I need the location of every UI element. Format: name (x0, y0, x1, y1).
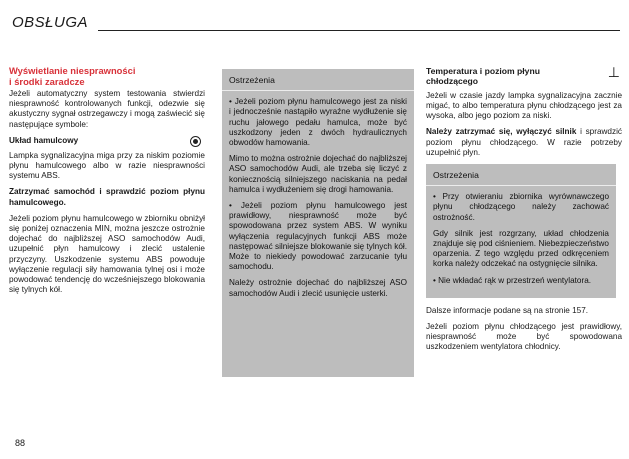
page-header (8, 8, 620, 38)
header-rule (98, 30, 620, 31)
section-title: OBSŁUGA (12, 14, 89, 31)
coolant-heading-line1: Temperatura i poziom płynu (426, 66, 540, 76)
brake-fluid-body: Jeżeli poziom płynu hamulcowego w zbiorniku obniżył się poniżej oznaczenia MIN, można jeszcze ostrożnie dojechać do najbliższej ASO samochodów Audi, uzupełnić płyn hamulcowy i zlecić ustalenie przyczyny. Uszkodzenie systemu ABS powoduje wyłączenie regulacji siły hamowania tylnej osi i może powodować tendencję do wcześniejszego blokowania się tylnych kół. (9, 213, 205, 295)
coolant-warning-p2: Gdy silnik jest rozgrzany, układ chłodzenia znajduje się pod ciśnieniem. Niebezpieczeństwo oparzenia. Z tego względu przed odkręceniem korka należy odczekać na ostygnięcie silnika. (433, 228, 609, 269)
malfunction-heading-line2: i środki zaradcze (9, 75, 85, 87)
warning-p4: Należy ostrożnie dojechać do najbliższej ASO samochodów Audi i zlecić usunięcie usterki. (229, 278, 407, 298)
right-column (426, 66, 622, 359)
malfunction-heading-line1: Wyświetlanie niesprawności (9, 65, 136, 76)
coolant-warnings-divider (426, 185, 616, 186)
stop-check-brake-fluid: Zatrzymać samochód i sprawdzić poziom płynu hamulcowego. (9, 187, 205, 207)
coolant-text-1: Jeżeli w czasie jazdy lampka sygnalizacyjna zacznie migać, to albo temperatura płynu chłodzącego jest za wysoka, albo jego poziom za niski. (426, 90, 622, 121)
brake-lamp-text: Lampka sygnalizacyjna miga przy za niskim poziomie płynu hamulcowego albo w razie niesprawności systemu ABS. (9, 150, 205, 181)
malfunction-heading (9, 66, 205, 87)
warnings-title: Ostrzeżenia (229, 75, 275, 85)
coolant-warnings-title: Ostrzeżenia (433, 170, 479, 181)
intro-text: Jeżeli automatyczny system testowania stwierdzi niesprawność kontrolowanych funkcji, odezwie się akustyczny sygnał ostrzegawczy i mogą zaświecić się następujące symbole: (9, 89, 205, 129)
brake-system-row (9, 136, 205, 147)
coolant-heading (426, 66, 540, 87)
coolant-stop-rest: i sprawdzić poziom płynu chłodzącego. W razie potrzeby uzupełnić płyn. (426, 127, 622, 157)
page-number: 88 (15, 438, 26, 448)
fan-fault-text: Jeżeli poziom płynu chłodzącego jest prawidłowy, niesprawność może być spowodowana uszkodzeniem wentylatora chłodnicy. (426, 322, 622, 352)
brake-warning-icon (190, 136, 201, 147)
coolant-stop-text (426, 127, 622, 158)
warning-p2: Mimo to można ostrożnie dojechać do najbliższej ASO samochodów Audi, ale trzeba się liczyć z koniecznością silniejszego naciskania na pedał hamulca i wydłużeniem się drogi hamowania. (229, 154, 407, 194)
coolant-heading-row (426, 66, 622, 87)
warning-p3: • Jeżeli poziom płynu hamulcowego jest prawidłowy, niesprawność może być spowodowana przez system ABS. W wyniku wyłączenia regulacyjnych funkcji ABS może następować silniejsze blokowanie się tylnych kół. Może to niekiedy powodować zarzucanie tyłu samochodu. (229, 201, 407, 272)
brake-system-title: Układ hamulcowy (9, 136, 79, 146)
coolant-warning-p3: • Nie wkładać rąk w przestrzeń wentylatora. (433, 275, 592, 285)
coolant-warning-p1: • Przy otwieraniu zbiornika wyrównawczego płynu chłodzącego należy zachować ostrożność. (433, 192, 609, 222)
more-info-text: Dalsze informacje podane są na stronie 157. (426, 305, 589, 315)
coolant-heading-line2: chłodzącego (426, 76, 479, 87)
left-column (9, 66, 205, 301)
warning-p1: • Jeżeli poziom płynu hamulcowego jest za niski i jednocześnie nastąpiło wyraźne wydłużenie się ruchu jałowego pedału hamulca, może być uszkodzony jeden z dwóch hydraulicznych obwodów hamowania. (229, 97, 407, 148)
warnings-divider (222, 90, 414, 91)
coolant-stop-bold: Należy zatrzymać się, wyłączyć silnik (426, 127, 577, 137)
coolant-warnings-box (426, 164, 616, 298)
coolant-temperature-icon: ⊥ (607, 64, 620, 80)
brake-warnings-box (222, 69, 414, 377)
